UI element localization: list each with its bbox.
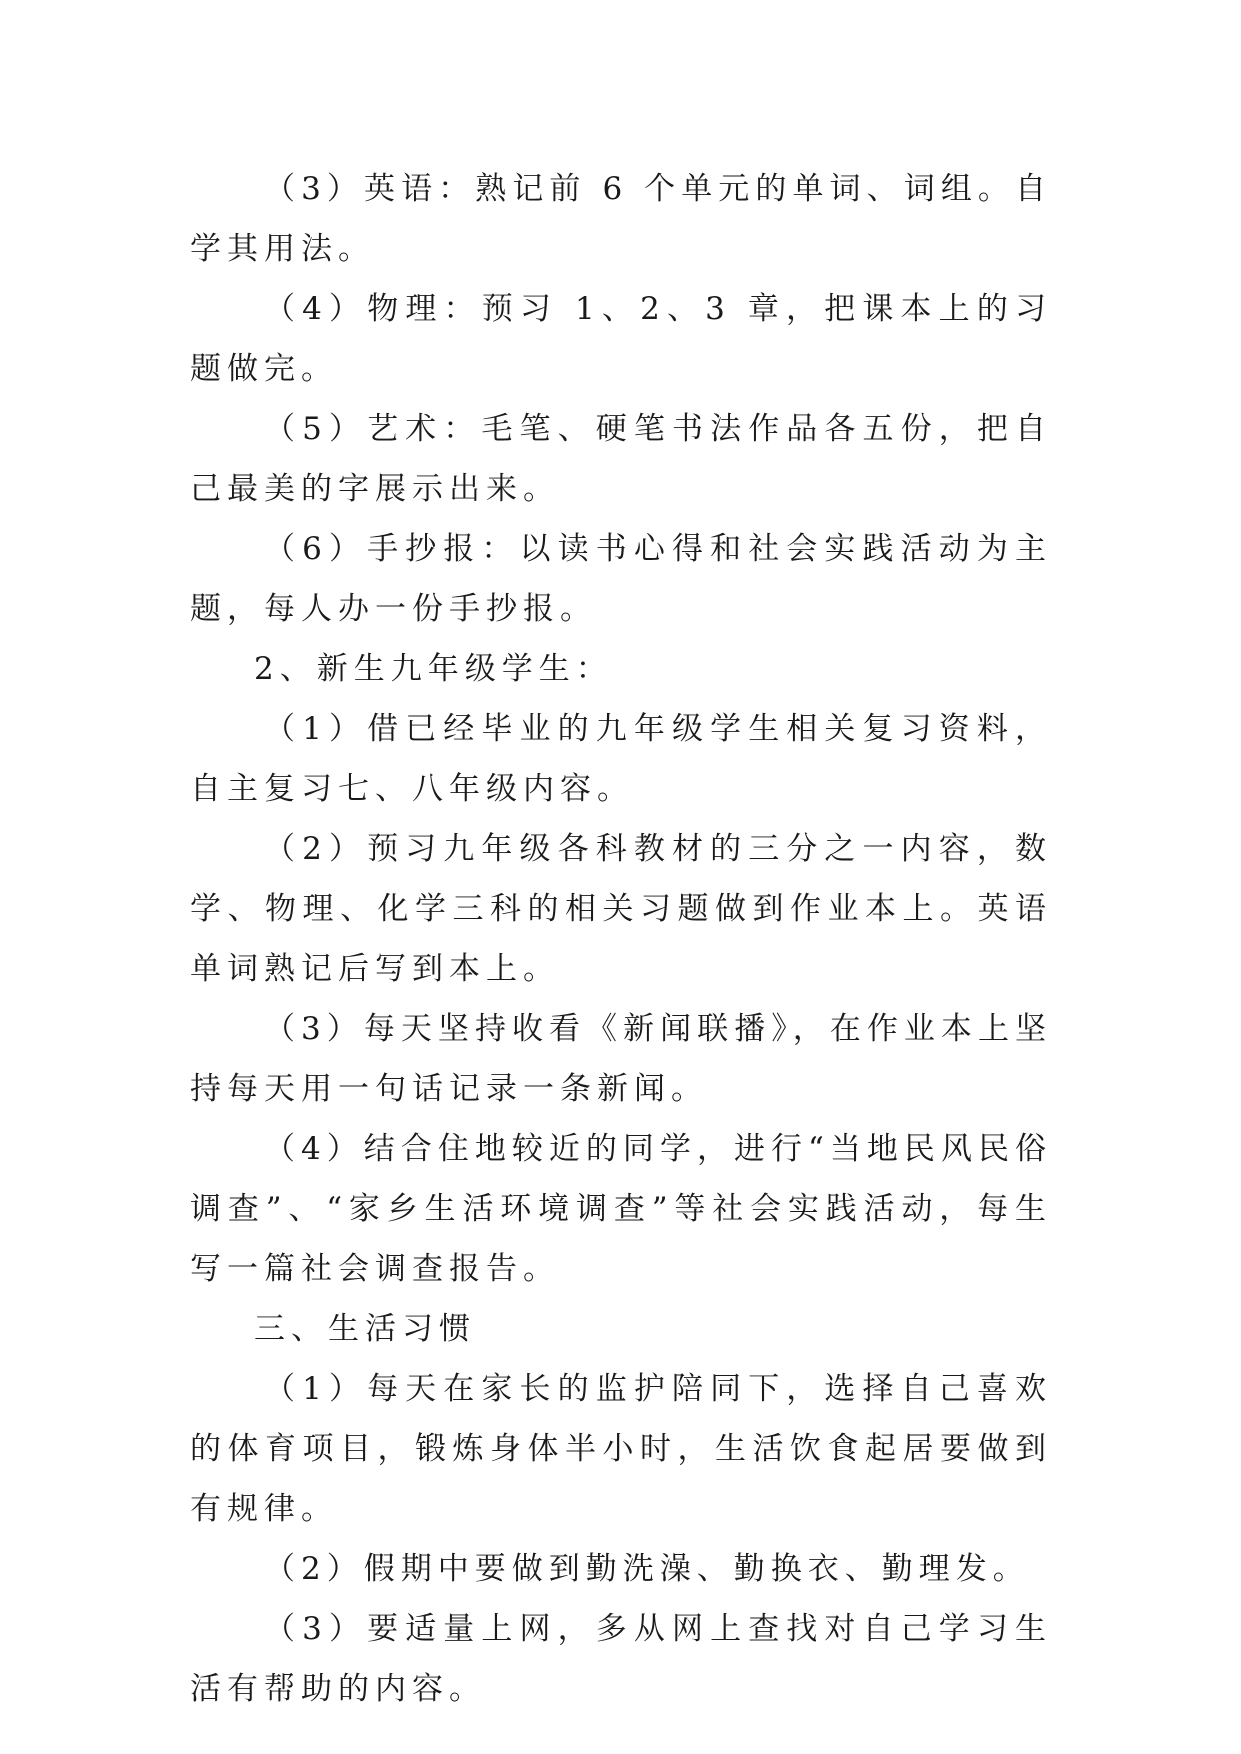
document-body	[190, 159, 1052, 1719]
paragraph-grade9-survey: （4）结合住地较近的同学，进行“当地民风民俗调查”、“家乡生活环境调查”等社会实践活动，每生写一篇社会调查报告。	[190, 1131, 1052, 1287]
paragraph-habits-exercise: （1）每天在家长的监护陪同下，选择自己喜欢的体育项目，锻炼身体半小时，生活饮食起居要做到有规律。	[190, 1371, 1052, 1527]
paragraph-habits-hygiene: （2）假期中要做到勤洗澡、勤换衣、勤理发。	[264, 1551, 1030, 1587]
paragraph-physics-task: （4）物理：预习 1、2、3 章，把课本上的习题做完。	[190, 291, 1052, 387]
paragraph-grade9-preview: （2）预习九年级各科教材的三分之一内容，数学、物理、化学三科的相关习题做到作业本上。英语单词熟记后写到本上。	[190, 831, 1052, 987]
paragraph-grade9-review: （1）借已经毕业的九年级学生相关复习资料，自主复习七、八年级内容。	[190, 711, 1052, 807]
section-heading-grade9: 2、新生九年级学生：	[254, 651, 613, 687]
paragraph-habits-internet: （3）要适量上网，多从网上查找对自己学习生活有帮助的内容。	[190, 1611, 1052, 1707]
paragraph-newspaper-task: （6）手抄报：以读书心得和社会实践活动为主题，每人办一份手抄报。	[190, 531, 1052, 627]
section-heading-habits: 三、生活习惯	[254, 1311, 476, 1347]
paragraph-english-task: （3）英语：熟记前 6 个单元的单词、词组。自学其用法。	[190, 171, 1052, 267]
paragraph-art-task: （5）艺术：毛笔、硬笔书法作品各五份，把自己最美的字展示出来。	[190, 411, 1052, 507]
paragraph-grade9-news: （3）每天坚持收看《新闻联播》，在作业本上坚持每天用一句话记录一条新闻。	[190, 1011, 1052, 1107]
